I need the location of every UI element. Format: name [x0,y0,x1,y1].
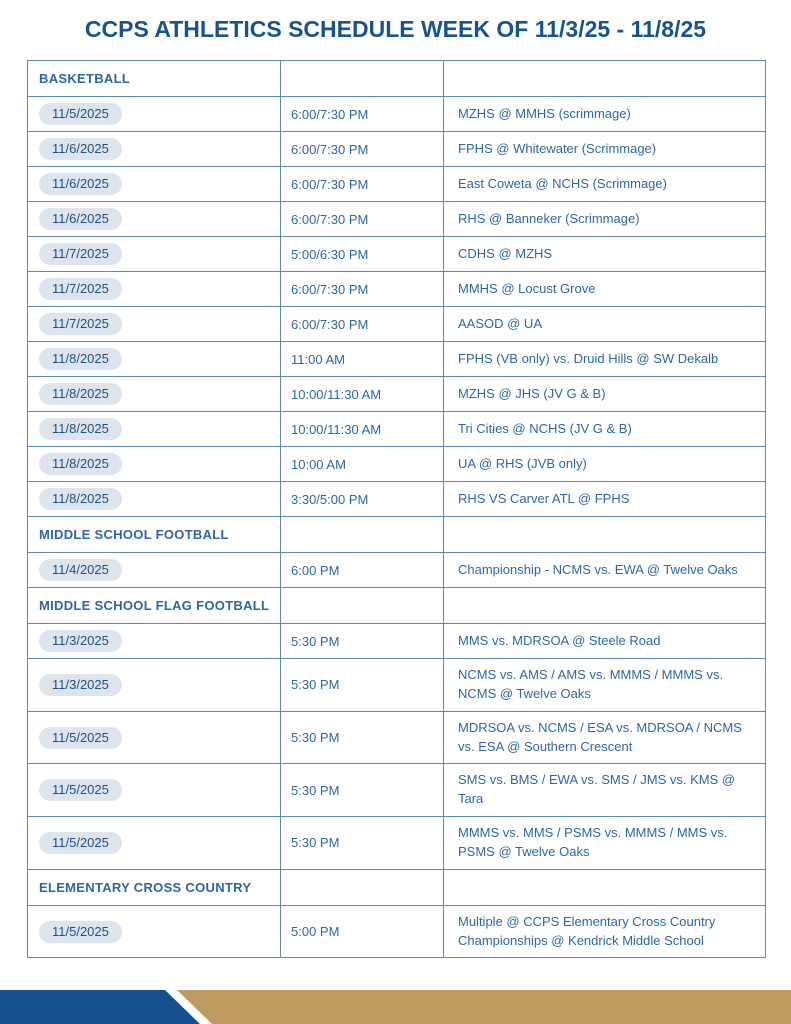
schedule-row [28,342,766,377]
event-cell: AASOD @ UA [444,307,766,342]
date-pill: 11/7/2025 [39,278,122,300]
section-header-row [28,61,766,97]
section-empty-event-cell [444,61,766,97]
section-empty-event-cell [444,869,766,905]
schedule-row [28,711,766,764]
section-empty-event-cell [444,588,766,624]
date-pill: 11/7/2025 [39,243,122,265]
event-cell: RHS VS Carver ATL @ FPHS [444,482,766,517]
date-pill: 11/8/2025 [39,383,122,405]
event-cell: Tri Cities @ NCHS (JV G & B) [444,412,766,447]
time-cell: 5:30 PM [281,624,444,659]
date-pill: 11/8/2025 [39,453,122,475]
event-cell: CDHS @ MZHS [444,237,766,272]
date-cell [28,624,281,659]
date-cell [28,711,281,764]
time-cell: 5:30 PM [281,764,444,817]
section-title: MIDDLE SCHOOL FLAG FOOTBALL [28,588,281,624]
event-cell: MZHS @ JHS (JV G & B) [444,377,766,412]
event-cell: MMS vs. MDRSOA @ Steele Road [444,624,766,659]
time-cell: 3:30/5:00 PM [281,482,444,517]
page-title: CCPS ATHLETICS SCHEDULE WEEK OF 11/3/25 - 11/8/25 [84,16,707,42]
date-pill: 11/8/2025 [39,488,122,510]
event-cell: MZHS @ MMHS (scrimmage) [444,97,766,132]
time-cell: 10:00/11:30 AM [281,377,444,412]
schedule-row [28,817,766,870]
date-cell [28,905,281,958]
event-cell: MMMS vs. MMS / PSMS vs. MMMS / MMS vs. PSMS @ Twelve Oaks [444,817,766,870]
schedule-row [28,132,766,167]
schedule-row [28,167,766,202]
date-cell [28,377,281,412]
date-cell [28,237,281,272]
schedule-row [28,237,766,272]
date-pill: 11/5/2025 [39,727,122,749]
footer-gold-shape [177,990,791,1024]
schedule-row [28,447,766,482]
event-cell: RHS @ Banneker (Scrimmage) [444,202,766,237]
date-pill: 11/3/2025 [39,630,122,652]
time-cell: 10:00 AM [281,447,444,482]
event-cell: Championship - NCMS vs. EWA @ Twelve Oaks [444,553,766,588]
time-cell: 6:00/7:30 PM [281,202,444,237]
time-cell: 5:00 PM [281,905,444,958]
date-cell [28,167,281,202]
time-cell: 6:00 PM [281,553,444,588]
date-cell [28,342,281,377]
schedule-row [28,764,766,817]
section-header-row [28,517,766,553]
date-pill: 11/4/2025 [39,559,122,581]
time-cell: 10:00/11:30 AM [281,412,444,447]
schedule-row [28,412,766,447]
section-empty-time-cell [281,588,444,624]
date-pill: 11/6/2025 [39,208,122,230]
date-pill: 11/7/2025 [39,313,122,335]
schedule-row [28,624,766,659]
date-pill: 11/5/2025 [39,921,122,943]
schedule-table-body [28,61,766,958]
schedule-table [27,60,766,958]
section-title: ELEMENTARY CROSS COUNTRY [28,869,281,905]
event-cell: UA @ RHS (JVB only) [444,447,766,482]
date-cell [28,447,281,482]
time-cell: 6:00/7:30 PM [281,97,444,132]
time-cell: 5:00/6:30 PM [281,237,444,272]
time-cell: 5:30 PM [281,711,444,764]
time-cell: 11:00 AM [281,342,444,377]
schedule-row [28,202,766,237]
event-cell: FPHS (VB only) vs. Druid Hills @ SW Dekalb [444,342,766,377]
schedule-row [28,553,766,588]
schedule-row [28,482,766,517]
time-cell: 5:30 PM [281,659,444,712]
time-cell: 6:00/7:30 PM [281,132,444,167]
date-pill: 11/3/2025 [39,674,122,696]
event-cell: Multiple @ CCPS Elementary Cross Country Championships @ Kendrick Middle School [444,905,766,958]
date-pill: 11/5/2025 [39,779,122,801]
event-cell: MDRSOA vs. NCMS / ESA vs. MDRSOA / NCMS vs. ESA @ Southern Crescent [444,711,766,764]
date-cell [28,202,281,237]
date-pill: 11/5/2025 [39,103,122,125]
date-cell [28,132,281,167]
date-cell [28,764,281,817]
section-empty-time-cell [281,869,444,905]
date-cell [28,307,281,342]
time-cell: 6:00/7:30 PM [281,272,444,307]
schedule-row [28,307,766,342]
section-empty-time-cell [281,61,444,97]
date-pill: 11/5/2025 [39,832,122,854]
event-cell: East Coweta @ NCHS (Scrimmage) [444,167,766,202]
footer-navy-shape [0,990,200,1024]
date-pill: 11/8/2025 [39,348,122,370]
time-cell: 6:00/7:30 PM [281,167,444,202]
section-empty-event-cell [444,517,766,553]
event-cell: FPHS @ Whitewater (Scrimmage) [444,132,766,167]
date-cell [28,412,281,447]
time-cell: 5:30 PM [281,817,444,870]
date-pill: 11/8/2025 [39,418,122,440]
section-empty-time-cell [281,517,444,553]
date-pill: 11/6/2025 [39,138,122,160]
date-cell [28,553,281,588]
section-title: BASKETBALL [28,61,281,97]
schedule-row [28,377,766,412]
section-header-row [28,588,766,624]
date-pill: 11/6/2025 [39,173,122,195]
date-cell [28,817,281,870]
schedule-row [28,905,766,958]
section-title: MIDDLE SCHOOL FOOTBALL [28,517,281,553]
date-cell [28,97,281,132]
date-cell [28,272,281,307]
event-cell: SMS vs. BMS / EWA vs. SMS / JMS vs. KMS @ Tara [444,764,766,817]
event-cell: NCMS vs. AMS / AMS vs. MMMS / MMMS vs. NCMS @ Twelve Oaks [444,659,766,712]
time-cell: 6:00/7:30 PM [281,307,444,342]
event-cell: MMHS @ Locust Grove [444,272,766,307]
schedule-row [28,97,766,132]
date-cell [28,659,281,712]
section-header-row [28,869,766,905]
date-cell [28,482,281,517]
schedule-row [28,272,766,307]
schedule-row [28,659,766,712]
